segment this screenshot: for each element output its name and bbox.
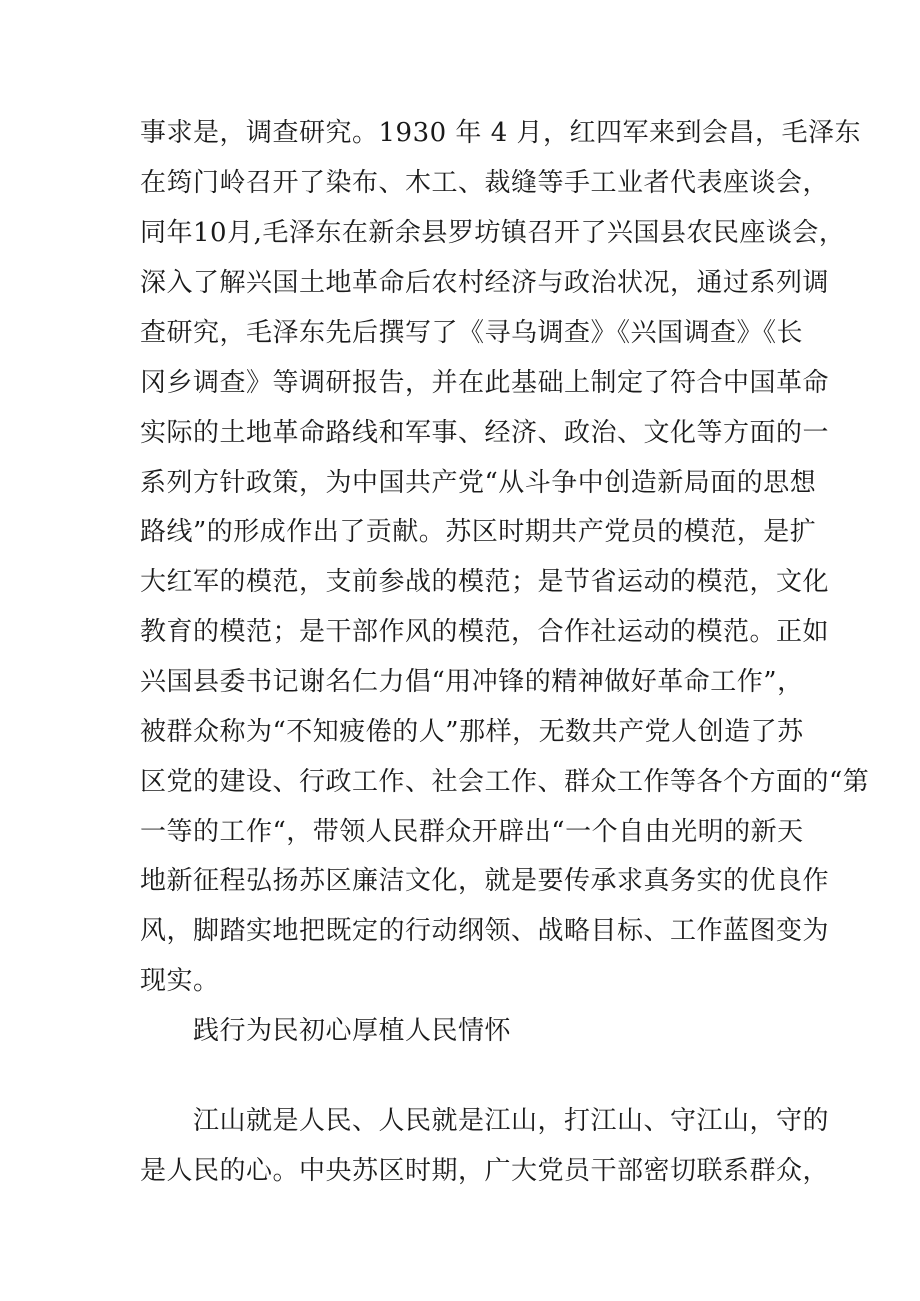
text-line: 现实。 [140, 966, 220, 996]
section-heading: 践行为民初心厚植人民情怀 [193, 1016, 512, 1046]
text-line: 系列方针政策，为中国共产党“从斗争中创造新局面的思想 [140, 468, 817, 498]
text-line: 教育的模范；是干部作风的模范，合作社运动的模范。正如 [140, 617, 830, 647]
text-line: 查研究，毛泽东先后撰写了《寻乌调查》《兴国调查》《长 [140, 318, 804, 348]
text-line: 被群众称为“不知疲倦的人”那样，无数共产党人创造了苏 [140, 717, 804, 747]
text-line: 路线”的形成作出了贡献。苏区时期共产党员的模范，是扩 [140, 517, 817, 547]
text-line: 一等的工作“，带领人民群众开辟出“一个自由光明的新天 [140, 817, 804, 847]
text-line: 地新征程弘扬苏区廉洁文化，就是要传承求真务实的优良作 [140, 866, 830, 896]
text-line: 是人民的心。中央苏区时期，广大党员干部密切联系群众， [140, 1156, 830, 1186]
text-line: 深入了解兴国土地革命后农村经济与政治状况，通过系列调 [140, 268, 830, 298]
text-line: 江山就是人民、人民就是江山，打江山、守江山，守的 [193, 1106, 830, 1136]
text-line: 大红军的模范，支前参战的模范；是节省运动的模范，文化 [140, 567, 830, 597]
text-line: 冈乡调查》等调研报告，并在此基础上制定了符合中国革命 [140, 368, 830, 398]
text-line: 风，脚踏实地把既定的行动纲领、战略目标、工作蓝图变为 [140, 916, 830, 946]
text-line: 在筠门岭召开了染布、木工、裁缝等手工业者代表座谈会， [140, 168, 830, 198]
text-line: 事求是，调查研究。1930 年 4 月，红四军来到会昌，毛泽东 [140, 118, 862, 148]
text-line: 同年10月,毛泽东在新余县罗坊镇召开了兴国县农民座谈会， [140, 218, 846, 248]
text-line: 区党的建设、行政工作、社会工作、群众工作等各个方面的“第 [140, 767, 870, 797]
text-line: 实际的土地革命路线和军事、经济、政治、文化等方面的一 [140, 418, 830, 448]
text-line: 兴国县委书记谢名仁力倡“用冲锋的精神做好革命工作”， [140, 667, 804, 697]
